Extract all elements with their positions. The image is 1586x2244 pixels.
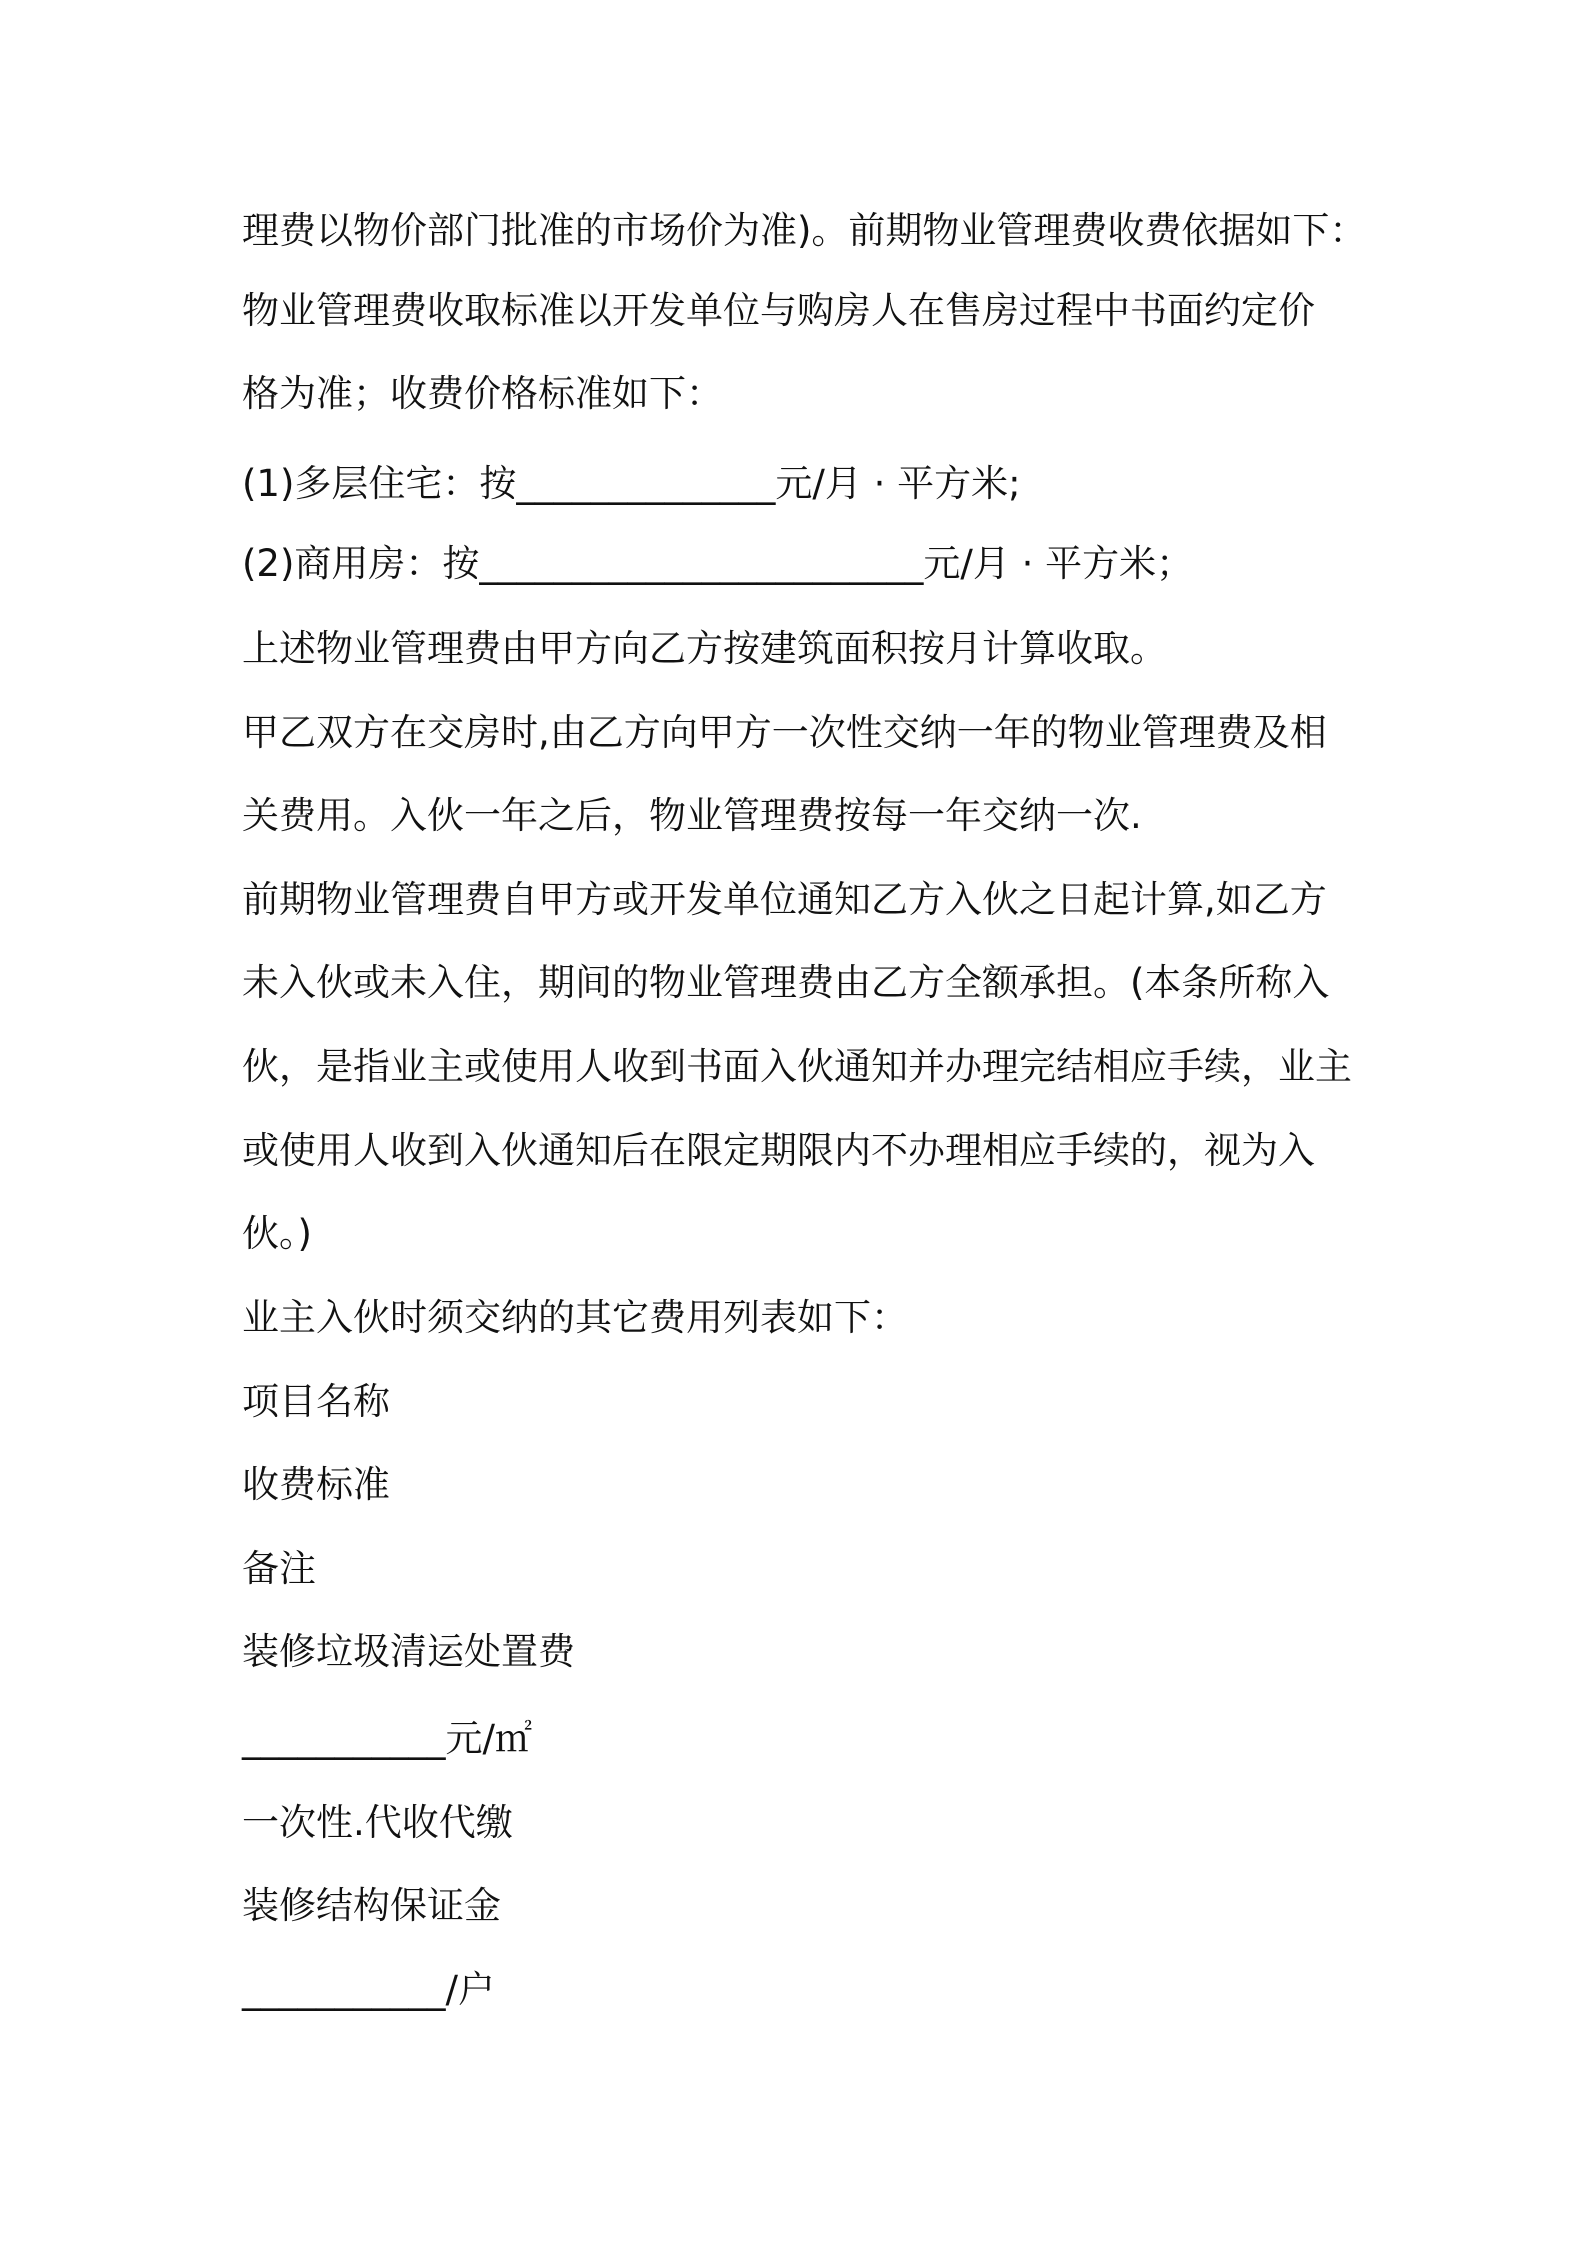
- paragraph-line: 上述物业管理费由甲方向乙方按建筑面积按月计算收取。: [242, 627, 1167, 670]
- table-cell: ___________/户: [242, 1968, 495, 2011]
- table-cell: 装修垃圾清运处置费: [242, 1630, 575, 1673]
- table-cell-header: 项目名称: [242, 1380, 390, 1423]
- fee-line-residential: (1)多层住宅：按______________元/月 · 平方米;: [242, 462, 1021, 505]
- fee-line-commercial: (2)商用房：按________________________元/月 · 平方米；: [242, 542, 1194, 585]
- paragraph-line: 伙。): [242, 1212, 312, 1255]
- paragraph-line: 前期物业管理费自甲方或开发单位通知乙方入伙之日起计算,如乙方: [242, 878, 1327, 921]
- paragraph-line: 关费用。入伙一年之后，物业管理费按每一年交纳一次.: [242, 794, 1142, 837]
- paragraph-line: 或使用人收到入伙通知后在限定期限内不办理相应手续的，视为入: [242, 1129, 1315, 1172]
- paragraph-line: 甲乙双方在交房时,由乙方向甲方一次性交纳一年的物业管理费及相: [242, 711, 1327, 754]
- paragraph-line: 物业管理费收取标准以开发单位与购房人在售房过程中书面约定价: [242, 289, 1315, 332]
- paragraph-line: 业主入伙时须交纳的其它费用列表如下：: [242, 1296, 908, 1339]
- paragraph-line: 未入伙或未入住，期间的物业管理费由乙方全额承担。(本条所称入: [242, 961, 1330, 1004]
- table-cell: ___________元/㎡: [242, 1717, 532, 1760]
- paragraph-line: 格为准；收费价格标准如下：: [242, 372, 723, 415]
- table-cell: 一次性.代收代缴: [242, 1801, 513, 1844]
- table-cell-header: 备注: [242, 1547, 316, 1590]
- table-cell-header: 收费标准: [242, 1463, 390, 1506]
- paragraph-line: 伙，是指业主或使用人收到书面入伙通知并办理完结相应手续，业主: [242, 1045, 1352, 1088]
- table-cell: 装修结构保证金: [242, 1884, 501, 1927]
- paragraph-line: 理费以物价部门批准的市场价为准)。前期物业管理费收费依据如下：: [242, 209, 1367, 252]
